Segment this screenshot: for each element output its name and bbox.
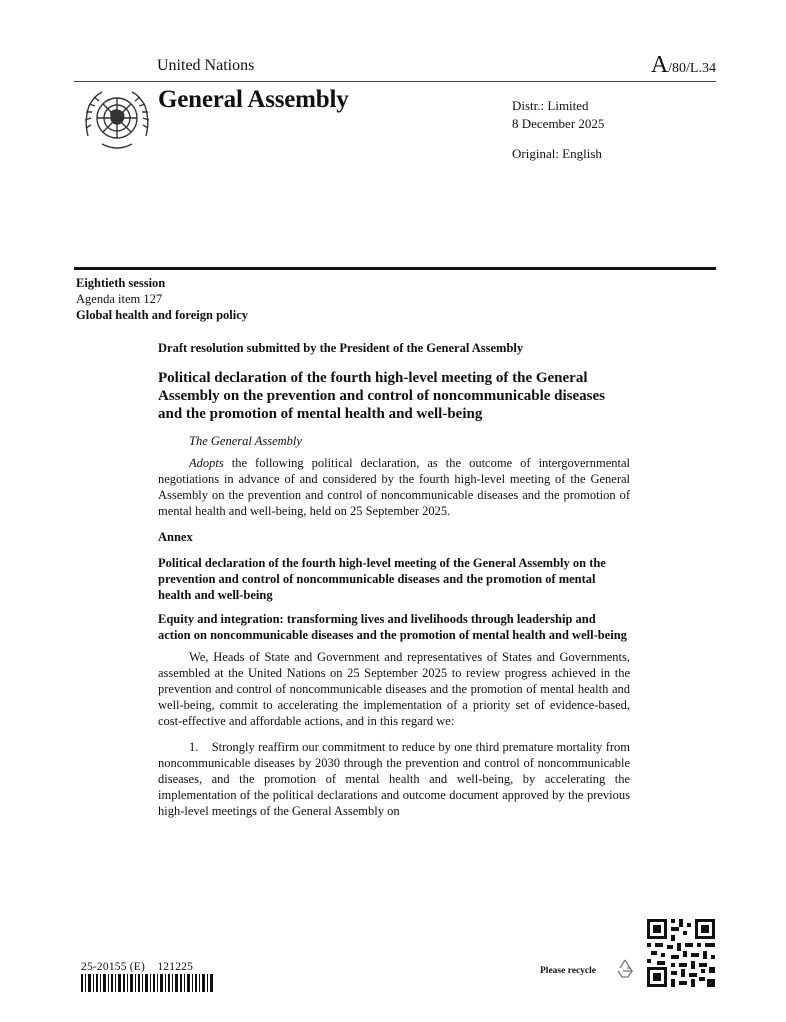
preamble-paragraph: We, Heads of State and Government and representatives of States and Governments, assembled at the United Nations on 25 September 2025 to review progress achieved in the prevention and control of noncommunicable diseases and the promotion of mental health and well-being, commit to accelerating the implementation of a priority set of evidence-based, cost-effective and affordable actions, and in this regard we:: [158, 650, 630, 728]
document-date: 8 December 2025: [512, 116, 605, 131]
submitted-by: Draft resolution submitted by the President of the General Assembly: [158, 341, 524, 355]
session-block: [76, 275, 248, 323]
distribution-status: Distr.: Limited: [512, 98, 589, 113]
recycle-icon: [614, 957, 636, 979]
barcode-icon: [81, 974, 213, 992]
session-name: Eightieth session: [76, 276, 166, 290]
symbol-prefix: A: [650, 52, 669, 78]
header-divider: [74, 81, 716, 82]
adopts-paragraph: [158, 455, 630, 519]
paragraph-1-text: Strongly reaffirm our commitment to reduce by one third premature mortality from noncommunicable diseases by 2030 through the prevention and control of noncommunicable diseases, and the promotion of mental health and well-being, by accelerating the implementation of the political declarations and outcome document approved by the previous high-level meetings of the General Assembly on: [158, 740, 630, 818]
qr-code-icon: [645, 917, 717, 989]
section-heading: Equity and integration: transforming lives and livelihoods through leadership and action on noncommunicable diseases and the promotion of mental health and well-being: [158, 612, 627, 642]
agenda-title: Global health and foreign policy: [76, 308, 249, 322]
organization-name: United Nations: [157, 57, 255, 74]
paragraph-1-number: 1.: [189, 740, 199, 754]
document-symbol: [651, 52, 716, 79]
adopts-verb: Adopts: [189, 456, 224, 470]
general-assembly-label: The General Assembly: [189, 434, 302, 448]
document-number: 25-20155 (E) 121225: [81, 961, 194, 973]
recycle-label: Please recycle: [540, 966, 596, 976]
annex-title: Political declaration of the fourth high-level meeting of the General Assembly on the prevention and control of noncommunicable diseases and the promotion of mental health and well-being: [158, 556, 606, 602]
resolution-title: Political declaration of the fourth high-level meeting of the General Assembly on the prevention and control of noncommunicable diseases and the promotion of mental health and well-being: [158, 370, 605, 422]
document-body: [158, 340, 630, 829]
un-emblem-icon: [80, 86, 154, 156]
distribution-block: [512, 97, 604, 163]
body-name: General Assembly: [158, 86, 349, 113]
adopts-text: the following political declaration, as the outcome of intergovernmental negotiations in advance of and considered by the fourth high-level meeting of the General Assembly on the prevention and control of noncommunicable diseases and the promotion of mental health and well-being, held on 25 September 2025.: [158, 456, 630, 518]
annex-label: Annex: [158, 530, 193, 544]
session-divider: [74, 267, 716, 270]
original-language: Original: English: [512, 146, 602, 161]
paragraph-1: [158, 739, 630, 819]
symbol-suffix: /80/L.34: [668, 61, 716, 76]
agenda-item: Agenda item 127: [76, 292, 163, 306]
